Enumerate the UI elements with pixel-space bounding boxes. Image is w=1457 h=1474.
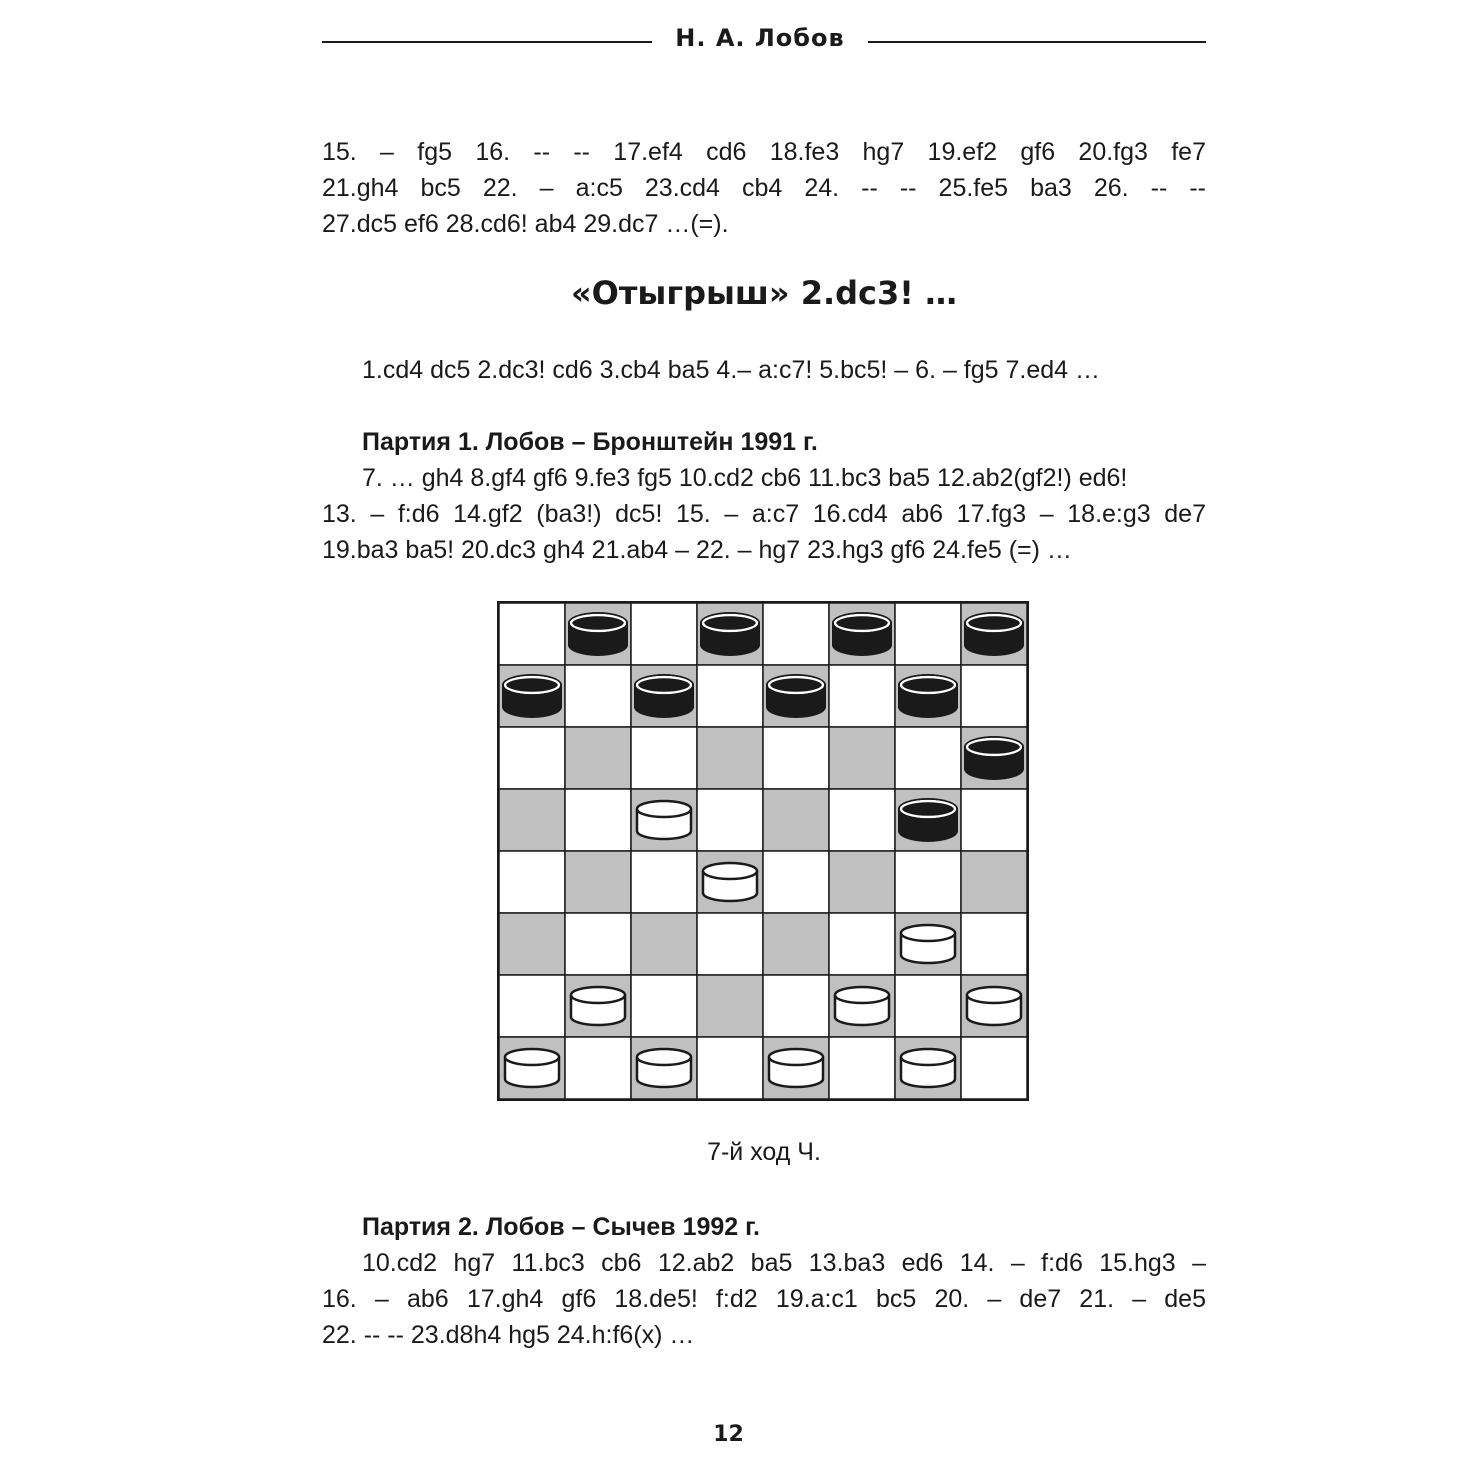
checkers-board (497, 601, 1029, 1101)
light-square (697, 789, 763, 851)
light-square (829, 665, 895, 727)
dark-square (499, 913, 565, 975)
light-square (895, 851, 961, 913)
game1-line: 7. … gh4 8.gf4 gf6 9.fe3 fg5 10.cd2 cb6 11.bc3 ba5 12.ab2(gf2!) ed6! (362, 464, 1128, 492)
dark-square (829, 851, 895, 913)
opening-moves-line: 1.cd4 dc5 2.dc3! cd6 3.cb4 ba5 4.– a:c7! 5.bc5! – 6. – fg5 7.ed4 … (362, 356, 1101, 384)
light-square (829, 789, 895, 851)
dark-square (697, 975, 763, 1037)
dark-square (763, 789, 829, 851)
light-square (631, 603, 697, 665)
header-author: Н. А. Лобов (675, 24, 845, 52)
light-square (829, 1037, 895, 1099)
header-rule-right (868, 41, 1206, 43)
black-checker (898, 798, 958, 842)
light-square (499, 727, 565, 789)
white-checker (637, 1049, 691, 1087)
light-square (697, 913, 763, 975)
game1-title: Партия 1. Лобов – Бронштейн 1991 г. (362, 428, 818, 456)
dark-square (697, 727, 763, 789)
game2-line: 10.cd2 hg7 11.bc3 cb6 12.ab2 ba5 13.ba3 ed6 14. – f:d6 15.hg3 – (362, 1249, 1206, 1277)
game2-title: Партия 2. Лобов – Сычев 1992 г. (362, 1213, 760, 1241)
light-square (961, 665, 1027, 727)
section-title: «Отыгрыш» 2.dc3! … (570, 274, 957, 312)
light-square (565, 665, 631, 727)
black-checker (832, 612, 892, 656)
light-square (499, 975, 565, 1037)
game2-line: 22. -- -- 23.d8h4 hg5 24.h:f6(x) … (322, 1321, 695, 1349)
light-square (961, 789, 1027, 851)
light-square (565, 1037, 631, 1099)
intro-line: 21.gh4 bc5 22. – a:c5 23.cd4 cb4 24. -- -- 25.fe5 ba3 26. -- -- (322, 174, 1206, 202)
opening-moves (322, 352, 1206, 388)
page-number: 12 (713, 1422, 744, 1447)
black-checker (964, 736, 1024, 780)
dark-square (631, 913, 697, 975)
white-checker (901, 925, 955, 963)
light-square (697, 665, 763, 727)
light-square (895, 727, 961, 789)
game2-block (322, 1209, 1206, 1353)
light-square (697, 1037, 763, 1099)
dark-square (829, 727, 895, 789)
white-checker (571, 987, 625, 1025)
intro-line: 15. – fg5 16. -- -- 17.ef4 cd6 18.fe3 hg7 19.ef2 gf6 20.fg3 fe7 (322, 138, 1206, 166)
light-square (763, 851, 829, 913)
white-checker (901, 1049, 955, 1087)
dark-square (961, 851, 1027, 913)
light-square (565, 913, 631, 975)
game1-block (322, 424, 1206, 568)
white-checker (703, 863, 757, 901)
light-square (631, 975, 697, 1037)
light-square (631, 851, 697, 913)
light-square (895, 975, 961, 1037)
board-diagram (499, 603, 1027, 1099)
intro-line: 27.dc5 ef6 28.cd6! ab4 29.dc7 …(=). (322, 210, 729, 238)
light-square (763, 975, 829, 1037)
dark-square (763, 913, 829, 975)
light-square (895, 603, 961, 665)
game1-line: 13. – f:d6 14.gf2 (ba3!) dc5! 15. – a:c7 16.cd4 ab6 17.fg3 – 18.e:g3 de7 (322, 500, 1206, 528)
light-square (829, 913, 895, 975)
black-checker (568, 612, 628, 656)
light-square (763, 603, 829, 665)
light-square (961, 1037, 1027, 1099)
board-caption: 7-й ход Ч. (707, 1138, 821, 1166)
light-square (631, 727, 697, 789)
running-header (322, 22, 1206, 62)
black-checker (634, 674, 694, 718)
light-square (499, 603, 565, 665)
white-checker (505, 1049, 559, 1087)
game2-line: 16. – ab6 17.gh4 gf6 18.de5! f:d2 19.a:c1 bc5 20. – de7 21. – de5 (322, 1285, 1206, 1313)
light-square (763, 727, 829, 789)
dark-square (565, 727, 631, 789)
light-square (565, 789, 631, 851)
game1-line: 19.ba3 ba5! 20.dc3 gh4 21.ab4 – 22. – hg7 23.hg3 gf6 24.fe5 (=) … (322, 536, 1072, 564)
intro-paragraph (322, 134, 1206, 242)
header-rule-left (322, 41, 652, 43)
black-checker (502, 674, 562, 718)
black-checker (766, 674, 826, 718)
dark-square (499, 789, 565, 851)
white-checker (769, 1049, 823, 1087)
white-checker (835, 987, 889, 1025)
white-checker (967, 987, 1021, 1025)
black-checker (898, 674, 958, 718)
dark-square (565, 851, 631, 913)
light-square (961, 913, 1027, 975)
white-checker (637, 801, 691, 839)
light-square (499, 851, 565, 913)
black-checker (964, 612, 1024, 656)
black-checker (700, 612, 760, 656)
